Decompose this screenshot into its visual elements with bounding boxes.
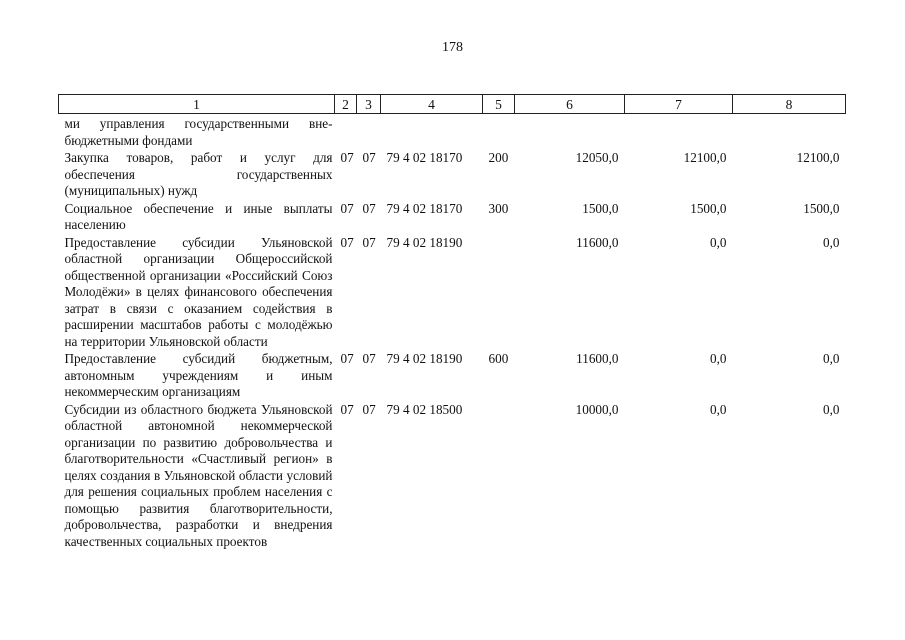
table-row bbox=[59, 350, 846, 401]
row-expense-type: 300 bbox=[488, 200, 509, 216]
row-amount-year3: 0,0 bbox=[823, 234, 840, 250]
row-amount-year2: 1500,0 bbox=[690, 200, 727, 216]
column-header: 3 bbox=[357, 95, 381, 114]
row-amount-year1: 11600,0 bbox=[576, 351, 619, 366]
table-row bbox=[59, 149, 846, 200]
row-target-article: 79 4 02 18170 bbox=[386, 200, 463, 216]
page-number: 178 bbox=[442, 40, 463, 55]
table-row bbox=[59, 234, 846, 351]
row-expense-type: 600 bbox=[488, 351, 509, 366]
table-row bbox=[59, 114, 846, 150]
column-header: 5 bbox=[483, 95, 515, 114]
column-header: 2 bbox=[335, 95, 357, 114]
row-subsection bbox=[357, 114, 381, 150]
column-header: 8 bbox=[733, 95, 846, 114]
row-subsection: 07 bbox=[362, 351, 376, 366]
row-subsection: 07 bbox=[362, 200, 376, 216]
row-section: 07 bbox=[340, 200, 354, 216]
row-expense-type bbox=[483, 114, 515, 150]
row-name: Социальное обеспечение и иные выплаты населению bbox=[64, 200, 333, 232]
row-name: Предоставление субсидий бюджетным, автономным учреждениям и иным некоммерческим организациям bbox=[64, 351, 333, 399]
column-header: 4 bbox=[381, 95, 483, 114]
row-name: ми управления государственными вне-бюджетными фондами bbox=[64, 116, 333, 148]
row-amount-year3: 1500,0 bbox=[803, 200, 840, 216]
row-target-article bbox=[381, 114, 483, 150]
row-amount-year1: 11600,0 bbox=[576, 234, 619, 250]
column-header: 6 bbox=[515, 95, 625, 114]
table-header-row bbox=[59, 95, 846, 114]
row-section: 07 bbox=[340, 150, 354, 165]
row-amount-year3: 0,0 bbox=[823, 351, 840, 366]
budget-table bbox=[58, 94, 846, 550]
row-expense-type bbox=[483, 234, 515, 351]
row-target-article: 79 4 02 18500 bbox=[386, 401, 463, 417]
row-amount-year1: 10000,0 bbox=[575, 401, 619, 417]
row-amount-year2: 0,0 bbox=[710, 234, 727, 250]
row-amount-year1: 12050,0 bbox=[575, 150, 619, 165]
row-amount-year1 bbox=[515, 114, 625, 150]
row-amount-year2: 0,0 bbox=[710, 401, 727, 417]
column-header: 1 bbox=[59, 95, 335, 114]
row-amount-year1: 1500,0 bbox=[582, 200, 619, 216]
row-target-article: 79 4 02 18170 bbox=[386, 150, 463, 165]
row-target-article: 79 4 02 18190 bbox=[386, 234, 463, 250]
row-amount-year3 bbox=[733, 114, 846, 150]
row-section: 07 bbox=[340, 234, 354, 250]
row-name: Субсидии из областного бюджета Ульяновской областной автономной некоммерческой организации по развитию добровольчества и благотворительности «Счастливый регион» в целях создания в Ульяновской области условий для решения социальных проблем населения с помощью развития благотворительности, добровольчества, разработки и внедрения качественных социальных проектов bbox=[64, 401, 333, 549]
column-header: 7 bbox=[625, 95, 733, 114]
table-row bbox=[59, 401, 846, 551]
row-section bbox=[335, 114, 357, 150]
row-amount-year2: 0,0 bbox=[710, 351, 727, 366]
row-expense-type bbox=[483, 401, 515, 551]
row-section: 07 bbox=[340, 401, 354, 417]
row-amount-year2: 12100,0 bbox=[683, 150, 727, 165]
row-subsection: 07 bbox=[362, 234, 376, 250]
row-subsection: 07 bbox=[362, 401, 376, 417]
table-row bbox=[59, 200, 846, 234]
row-expense-type: 200 bbox=[488, 150, 509, 165]
row-amount-year3: 12100,0 bbox=[796, 150, 840, 165]
row-section: 07 bbox=[340, 351, 354, 366]
row-amount-year3: 0,0 bbox=[823, 401, 840, 417]
row-subsection: 07 bbox=[362, 150, 376, 165]
row-amount-year2 bbox=[625, 114, 733, 150]
row-name: Предоставление субсидии Ульяновской областной организации Общероссийской общественной организации «Российский Союз Молодёжи» в целях финансового обеспечения затрат в связи с оказанием содействия в расширении масштабов работы с молодёжью на территории Ульяновской области bbox=[64, 234, 333, 349]
row-target-article: 79 4 02 18190 bbox=[386, 351, 463, 366]
row-name: Закупка товаров, работ и услуг для обеспечения государственных (муниципальных) нужд bbox=[64, 150, 333, 198]
